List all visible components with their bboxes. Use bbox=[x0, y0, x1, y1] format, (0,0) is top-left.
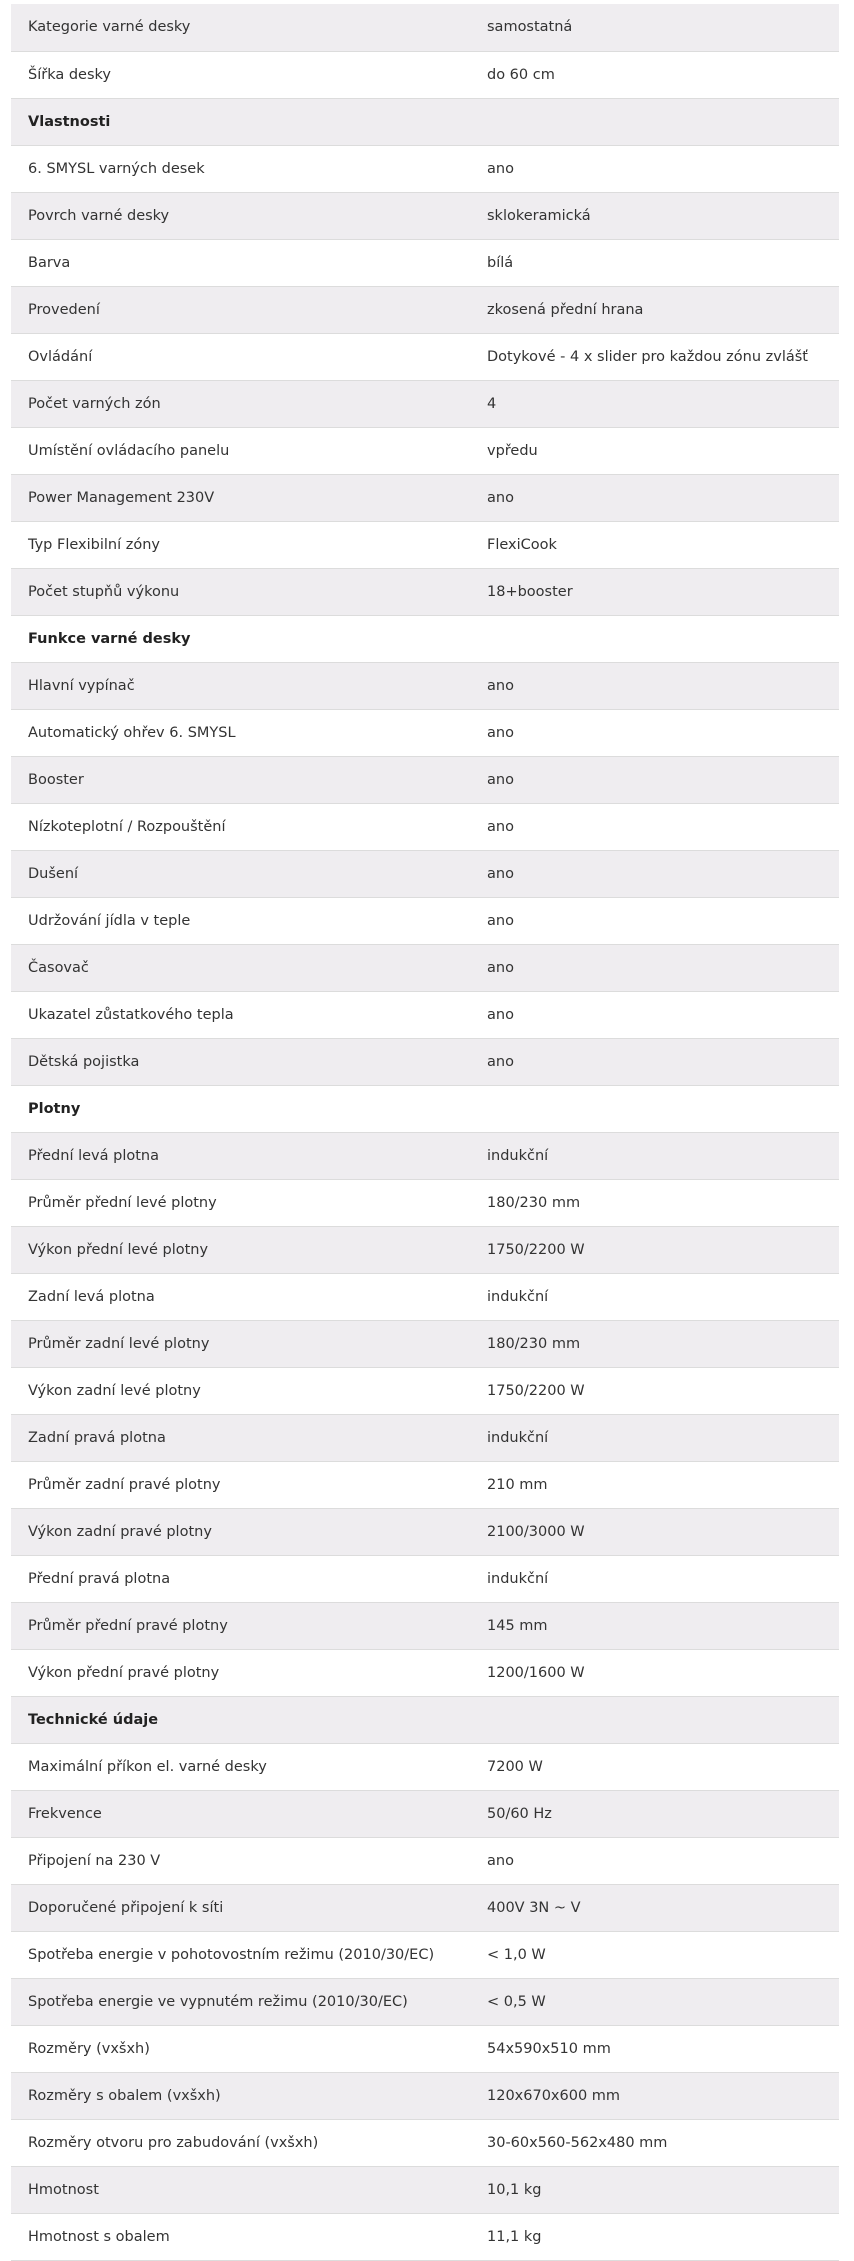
table-row bbox=[11, 2119, 839, 2166]
spec-label: Časovač bbox=[11, 944, 470, 991]
spec-value: 210 mm bbox=[470, 1461, 839, 1508]
spec-value: do 60 cm bbox=[470, 51, 839, 98]
spec-value: ano bbox=[470, 944, 839, 991]
spec-value: 1750/2200 W bbox=[470, 1226, 839, 1273]
table-row bbox=[11, 521, 839, 568]
spec-label: 6. SMYSL varných desek bbox=[11, 145, 470, 192]
spec-value: < 1,0 W bbox=[470, 1931, 839, 1978]
spec-label: Hlavní vypínač bbox=[11, 662, 470, 709]
table-row bbox=[11, 662, 839, 709]
spec-value: 400V 3N ~ V bbox=[470, 1884, 839, 1931]
table-row bbox=[11, 51, 839, 98]
spec-label: Dětská pojistka bbox=[11, 1038, 470, 1085]
spec-label: Zadní levá plotna bbox=[11, 1273, 470, 1320]
spec-label: Povrch varné desky bbox=[11, 192, 470, 239]
spec-value: samostatná bbox=[470, 4, 839, 51]
table-row bbox=[11, 1226, 839, 1273]
spec-value: ano bbox=[470, 1038, 839, 1085]
spec-value: 54x590x510 mm bbox=[470, 2025, 839, 2072]
spec-label: Frekvence bbox=[11, 1790, 470, 1837]
spec-label: Průměr přední levé plotny bbox=[11, 1179, 470, 1226]
table-row bbox=[11, 1555, 839, 1602]
table-row bbox=[11, 145, 839, 192]
spec-label: Typ Flexibilní zóny bbox=[11, 521, 470, 568]
spec-value: ano bbox=[470, 803, 839, 850]
section-title: Technické údaje bbox=[11, 1696, 839, 1743]
table-row bbox=[11, 1743, 839, 1790]
spec-value: ano bbox=[470, 897, 839, 944]
spec-label: Přední pravá plotna bbox=[11, 1555, 470, 1602]
specification-table bbox=[11, 4, 839, 2261]
section-title: Vlastnosti bbox=[11, 98, 839, 145]
table-row bbox=[11, 427, 839, 474]
spec-label: Ovládání bbox=[11, 333, 470, 380]
spec-value: 1200/1600 W bbox=[470, 1649, 839, 1696]
section-header-row bbox=[11, 615, 839, 662]
spec-label: Ukazatel zůstatkového tepla bbox=[11, 991, 470, 1038]
table-row bbox=[11, 1320, 839, 1367]
spec-label: Výkon přední levé plotny bbox=[11, 1226, 470, 1273]
table-row bbox=[11, 709, 839, 756]
table-row bbox=[11, 1273, 839, 1320]
spec-value: indukční bbox=[470, 1132, 839, 1179]
spec-value: 10,1 kg bbox=[470, 2166, 839, 2213]
spec-value: 180/230 mm bbox=[470, 1179, 839, 1226]
spec-value: 180/230 mm bbox=[470, 1320, 839, 1367]
table-row bbox=[11, 1884, 839, 1931]
table-row bbox=[11, 991, 839, 1038]
spec-label: Booster bbox=[11, 756, 470, 803]
spec-label: Hmotnost bbox=[11, 2166, 470, 2213]
spec-label: Dušení bbox=[11, 850, 470, 897]
spec-value: 30-60x560-562x480 mm bbox=[470, 2119, 839, 2166]
table-row bbox=[11, 1602, 839, 1649]
spec-label: Přední levá plotna bbox=[11, 1132, 470, 1179]
table-row bbox=[11, 474, 839, 521]
spec-value: < 0,5 W bbox=[470, 1978, 839, 2025]
section-header-row bbox=[11, 1696, 839, 1743]
table-row bbox=[11, 1790, 839, 1837]
table-row bbox=[11, 897, 839, 944]
spec-label: Výkon přední pravé plotny bbox=[11, 1649, 470, 1696]
spec-label: Rozměry (vxšxh) bbox=[11, 2025, 470, 2072]
spec-label: Udržování jídla v teple bbox=[11, 897, 470, 944]
spec-label: Kategorie varné desky bbox=[11, 4, 470, 51]
spec-value: indukční bbox=[470, 1555, 839, 1602]
table-row bbox=[11, 1367, 839, 1414]
table-row bbox=[11, 1837, 839, 1884]
spec-label: Počet varných zón bbox=[11, 380, 470, 427]
spec-label: Nízkoteplotní / Rozpouštění bbox=[11, 803, 470, 850]
section-header-row bbox=[11, 98, 839, 145]
specification-table-body bbox=[11, 4, 839, 2260]
section-header-row bbox=[11, 1085, 839, 1132]
spec-label: Počet stupňů výkonu bbox=[11, 568, 470, 615]
spec-value: zkosená přední hrana bbox=[470, 286, 839, 333]
spec-label: Rozměry otvoru pro zabudování (vxšxh) bbox=[11, 2119, 470, 2166]
spec-label: Rozměry s obalem (vxšxh) bbox=[11, 2072, 470, 2119]
table-row bbox=[11, 1461, 839, 1508]
spec-label: Spotřeba energie ve vypnutém režimu (2010/30/EC) bbox=[11, 1978, 470, 2025]
spec-value: bílá bbox=[470, 239, 839, 286]
table-row bbox=[11, 1132, 839, 1179]
table-row bbox=[11, 2025, 839, 2072]
spec-value: 1750/2200 W bbox=[470, 1367, 839, 1414]
spec-value: 7200 W bbox=[470, 1743, 839, 1790]
spec-value: ano bbox=[470, 145, 839, 192]
spec-value: ano bbox=[470, 1837, 839, 1884]
table-row bbox=[11, 2072, 839, 2119]
spec-label: Připojení na 230 V bbox=[11, 1837, 470, 1884]
table-row bbox=[11, 2166, 839, 2213]
spec-label: Umístění ovládacího panelu bbox=[11, 427, 470, 474]
section-title: Funkce varné desky bbox=[11, 615, 839, 662]
spec-value: 18+booster bbox=[470, 568, 839, 615]
spec-label: Šířka desky bbox=[11, 51, 470, 98]
spec-value: Dotykové - 4 x slider pro každou zónu zvlášť bbox=[470, 333, 839, 380]
table-row bbox=[11, 1414, 839, 1461]
spec-label: Provedení bbox=[11, 286, 470, 333]
spec-label: Spotřeba energie v pohotovostním režimu (2010/30/EC) bbox=[11, 1931, 470, 1978]
table-row bbox=[11, 568, 839, 615]
spec-value: 145 mm bbox=[470, 1602, 839, 1649]
table-row bbox=[11, 803, 839, 850]
table-row bbox=[11, 1649, 839, 1696]
spec-value: ano bbox=[470, 756, 839, 803]
spec-label: Průměr zadní pravé plotny bbox=[11, 1461, 470, 1508]
spec-value: ano bbox=[470, 709, 839, 756]
spec-value: sklokeramická bbox=[470, 192, 839, 239]
spec-label: Průměr přední pravé plotny bbox=[11, 1602, 470, 1649]
table-row bbox=[11, 4, 839, 51]
table-row bbox=[11, 380, 839, 427]
spec-label: Hmotnost s obalem bbox=[11, 2213, 470, 2260]
table-row bbox=[11, 333, 839, 380]
spec-value: ano bbox=[470, 850, 839, 897]
spec-value: indukční bbox=[470, 1273, 839, 1320]
table-row bbox=[11, 1508, 839, 1555]
spec-label: Zadní pravá plotna bbox=[11, 1414, 470, 1461]
table-row bbox=[11, 2213, 839, 2260]
spec-value: 120x670x600 mm bbox=[470, 2072, 839, 2119]
table-row bbox=[11, 1179, 839, 1226]
table-row bbox=[11, 1931, 839, 1978]
spec-value: indukční bbox=[470, 1414, 839, 1461]
spec-value: 50/60 Hz bbox=[470, 1790, 839, 1837]
table-row bbox=[11, 1978, 839, 2025]
table-row bbox=[11, 1038, 839, 1085]
spec-label: Průměr zadní levé plotny bbox=[11, 1320, 470, 1367]
spec-value: ano bbox=[470, 474, 839, 521]
spec-value: vpředu bbox=[470, 427, 839, 474]
spec-label: Maximální příkon el. varné desky bbox=[11, 1743, 470, 1790]
table-row bbox=[11, 756, 839, 803]
spec-value: 2100/3000 W bbox=[470, 1508, 839, 1555]
spec-label: Výkon zadní pravé plotny bbox=[11, 1508, 470, 1555]
spec-value: ano bbox=[470, 662, 839, 709]
spec-label: Doporučené připojení k síti bbox=[11, 1884, 470, 1931]
table-row bbox=[11, 850, 839, 897]
table-row bbox=[11, 286, 839, 333]
table-row bbox=[11, 239, 839, 286]
spec-value: FlexiCook bbox=[470, 521, 839, 568]
spec-label: Power Management 230V bbox=[11, 474, 470, 521]
table-row bbox=[11, 192, 839, 239]
table-row bbox=[11, 944, 839, 991]
spec-label: Barva bbox=[11, 239, 470, 286]
spec-value: 11,1 kg bbox=[470, 2213, 839, 2260]
spec-label: Automatický ohřev 6. SMYSL bbox=[11, 709, 470, 756]
spec-label: Výkon zadní levé plotny bbox=[11, 1367, 470, 1414]
section-title: Plotny bbox=[11, 1085, 839, 1132]
spec-value: 4 bbox=[470, 380, 839, 427]
spec-value: ano bbox=[470, 991, 839, 1038]
